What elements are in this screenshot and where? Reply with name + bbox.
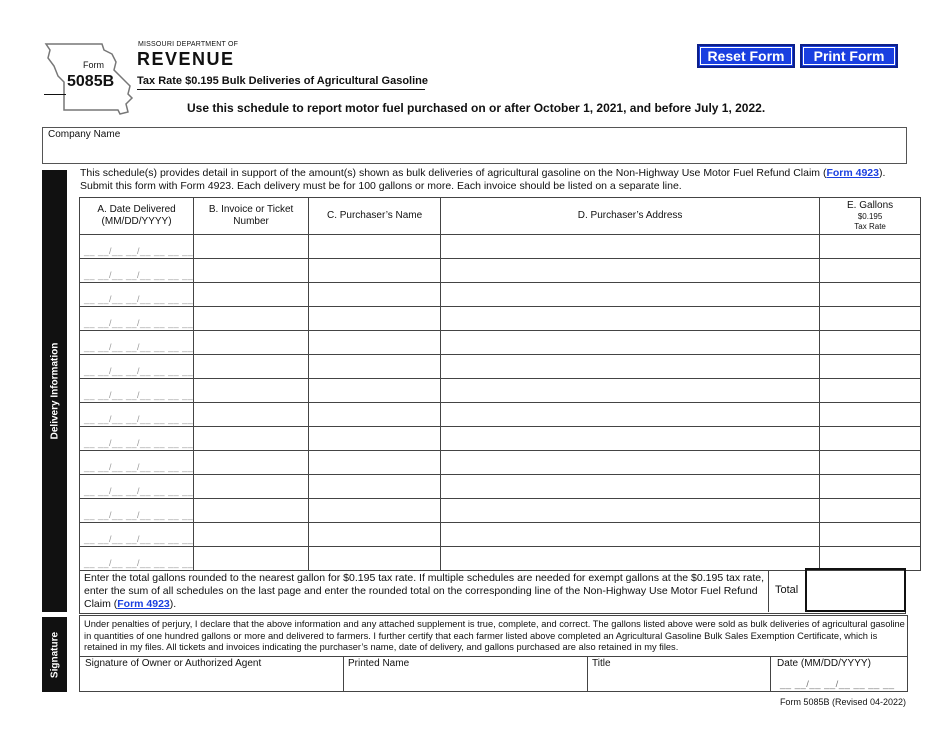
- department-name: MISSOURI DEPARTMENT OF: [138, 41, 239, 48]
- date-placeholder: __ __/__ __/__ __ __ __: [84, 366, 194, 376]
- total-text-start: Enter the total gallons rounded to the nearest gallon for $0.195 tax rate. If multiple schedules are needed for exempt gallons at the $0.195 tax rate, enter the sum of all schedules on the last page and enter the rounded total on the corresponding line of the Non-Highway Use Motor Fuel Refund Claim (: [84, 572, 765, 610]
- gallons-cell[interactable]: [820, 547, 921, 571]
- invoice-number-cell[interactable]: [194, 499, 309, 523]
- date-delivered-cell[interactable]: [80, 499, 194, 523]
- gallons-cell[interactable]: [820, 523, 921, 547]
- gallons-cell[interactable]: [820, 307, 921, 331]
- header-gallons-rate: $0.195: [857, 212, 883, 221]
- date-delivered-cell[interactable]: [80, 355, 194, 379]
- date-placeholder: __ __/__ __/__ __ __ __: [84, 246, 194, 256]
- invoice-number-cell[interactable]: [194, 427, 309, 451]
- intro-paragraph: [80, 167, 910, 193]
- table-row: [80, 379, 921, 403]
- gallons-cell[interactable]: [820, 403, 921, 427]
- form-number: 5085B: [67, 73, 115, 90]
- date-placeholder: __ __/__ __/__ __ __ __: [84, 414, 194, 424]
- date-placeholder: __ __/__ __/__ __ __ __: [84, 342, 194, 352]
- revenue-logo: REVENUE: [137, 49, 235, 69]
- company-name-label: Company Name: [48, 129, 121, 140]
- table-row: [80, 523, 921, 547]
- date-delivered-cell[interactable]: [80, 235, 194, 259]
- gallons-cell[interactable]: [820, 499, 921, 523]
- header-gallons-label: E. Gallons: [847, 200, 894, 211]
- purchaser-name-cell[interactable]: [309, 235, 441, 259]
- table-row: [80, 355, 921, 379]
- gallons-cell[interactable]: [820, 283, 921, 307]
- table-header-row: [80, 198, 921, 235]
- date-delivered-cell[interactable]: [80, 307, 194, 331]
- table-row: [80, 259, 921, 283]
- table-row: [80, 283, 921, 307]
- invoice-number-cell[interactable]: [194, 523, 309, 547]
- date-placeholder: __ __/__ __/__ __ __ __: [84, 318, 194, 328]
- date-placeholder: __ __/__ __/__ __ __ __: [84, 462, 194, 472]
- invoice-number-cell[interactable]: [194, 235, 309, 259]
- gallons-cell[interactable]: [820, 259, 921, 283]
- purchaser-address-cell[interactable]: [441, 427, 820, 451]
- header-purchaser-name: C. Purchaser’s Name: [309, 198, 441, 235]
- purchaser-address-cell[interactable]: [441, 235, 820, 259]
- purchaser-name-cell[interactable]: [309, 355, 441, 379]
- total-form-4923-link[interactable]: Form 4923: [117, 598, 170, 610]
- invoice-number-cell[interactable]: [194, 283, 309, 307]
- gallons-cell[interactable]: [820, 379, 921, 403]
- date-placeholder: __ __/__ __/__ __ __ __: [84, 510, 194, 520]
- purchaser-address-cell[interactable]: [441, 403, 820, 427]
- purchaser-name-cell[interactable]: [309, 403, 441, 427]
- purchaser-address-cell[interactable]: [441, 523, 820, 547]
- intro-text-start: This schedule(s) provides detail in support of the amount(s) shown as bulk deliveries of agricultural gasoline on the Non-Highway Use Motor Fuel Refund Claim (: [80, 167, 827, 179]
- delivery-table: [79, 197, 921, 571]
- gallons-cell[interactable]: [820, 235, 921, 259]
- date-placeholder: __ __/__ __/__ __ __ __: [84, 294, 194, 304]
- gallons-cell[interactable]: [820, 355, 921, 379]
- date-delivered-cell[interactable]: [80, 547, 194, 571]
- table-row: [80, 547, 921, 571]
- table-row: [80, 235, 921, 259]
- signature-section-label: Signature: [49, 631, 60, 678]
- table-row: [80, 427, 921, 451]
- table-row: [80, 403, 921, 427]
- invoice-number-cell[interactable]: [194, 451, 309, 475]
- table-row: [80, 331, 921, 355]
- total-label: Total: [775, 584, 799, 596]
- purchaser-name-cell[interactable]: [309, 379, 441, 403]
- date-delivered-cell[interactable]: [80, 379, 194, 403]
- purchaser-address-cell[interactable]: [441, 259, 820, 283]
- intro-text-end: ). Submit this form with Form 4923. Each delivery must be for 100 gallons or more. Each invoice should be listed on a separate line.: [80, 167, 886, 192]
- table-row: [80, 475, 921, 499]
- date-delivered-cell[interactable]: [80, 523, 194, 547]
- purchaser-address-cell[interactable]: [441, 475, 820, 499]
- purchaser-name-cell[interactable]: [309, 331, 441, 355]
- total-gallons-field[interactable]: [805, 568, 906, 612]
- purchaser-name-cell[interactable]: [309, 427, 441, 451]
- delivery-information-section-bar: [42, 170, 67, 612]
- gallons-cell[interactable]: [820, 475, 921, 499]
- date-delivered-cell[interactable]: [80, 259, 194, 283]
- signature-date-placeholder: __ __/__ __/__ __ __ __: [780, 679, 895, 690]
- gallons-cell[interactable]: [820, 427, 921, 451]
- instruction-text: Use this schedule to report motor fuel purchased on or after October 1, 2021, and before July 1, 2022.: [187, 101, 766, 115]
- gallons-cell[interactable]: [820, 451, 921, 475]
- total-separator: [768, 570, 769, 612]
- signature-section-bar: [42, 617, 67, 692]
- date-placeholder: __ __/__ __/__ __ __ __: [84, 270, 194, 280]
- company-name-input[interactable]: [44, 143, 904, 162]
- invoice-number-cell[interactable]: [194, 403, 309, 427]
- purchaser-name-cell[interactable]: [309, 283, 441, 307]
- form-rule-divider: [44, 94, 66, 95]
- title-field[interactable]: [587, 656, 770, 692]
- print-form-button[interactable]: Print Form: [800, 44, 898, 68]
- date-delivered-cell[interactable]: [80, 283, 194, 307]
- purchaser-address-cell[interactable]: [441, 355, 820, 379]
- gallons-cell[interactable]: [820, 331, 921, 355]
- header-date-delivered: A. Date Delivered (MM/DD/YYYY): [80, 198, 194, 235]
- date-placeholder: __ __/__ __/__ __ __ __: [84, 486, 194, 496]
- signature-date-label: Date (MM/DD/YYYY): [777, 658, 871, 669]
- date-delivered-cell[interactable]: [80, 427, 194, 451]
- purchaser-address-cell[interactable]: [441, 379, 820, 403]
- owner-signature-field[interactable]: [79, 656, 343, 692]
- date-placeholder: __ __/__ __/__ __ __ __: [84, 438, 194, 448]
- date-delivered-cell[interactable]: [80, 475, 194, 499]
- date-placeholder: __ __/__ __/__ __ __ __: [84, 534, 194, 544]
- header-purchaser-address: D. Purchaser’s Address: [441, 198, 820, 235]
- purchaser-name-cell[interactable]: [309, 451, 441, 475]
- total-text-end: ).: [169, 598, 177, 610]
- header-invoice-number: B. Invoice or Ticket Number: [194, 198, 309, 235]
- date-placeholder: __ __/__ __/__ __ __ __: [84, 558, 194, 568]
- total-gallons-input[interactable]: [807, 570, 904, 610]
- invoice-number-cell[interactable]: [194, 475, 309, 499]
- header-gallons: [820, 198, 921, 235]
- date-delivered-cell[interactable]: [80, 451, 194, 475]
- invoice-number-cell[interactable]: [194, 547, 309, 571]
- purchaser-name-cell[interactable]: [309, 523, 441, 547]
- purchaser-name-cell[interactable]: [309, 499, 441, 523]
- form-subtitle: Tax Rate $0.195 Bulk Deliveries of Agricultural Gasoline: [137, 75, 429, 87]
- purchaser-address-cell[interactable]: [441, 283, 820, 307]
- invoice-number-cell[interactable]: [194, 259, 309, 283]
- purchaser-name-cell[interactable]: [309, 307, 441, 331]
- form-word: Form: [83, 60, 104, 70]
- total-instructions: [84, 572, 768, 611]
- printed-name-label: Printed Name: [348, 658, 410, 669]
- invoice-number-cell[interactable]: [194, 379, 309, 403]
- purchaser-address-cell[interactable]: [441, 331, 820, 355]
- printed-name-field[interactable]: [343, 656, 587, 692]
- purchaser-address-cell[interactable]: [441, 307, 820, 331]
- purchaser-address-cell[interactable]: [441, 547, 820, 571]
- date-delivered-cell[interactable]: [80, 403, 194, 427]
- form-revision: Form 5085B (Revised 04-2022): [779, 697, 906, 707]
- table-row: [80, 499, 921, 523]
- table-row: [80, 451, 921, 475]
- invoice-number-cell[interactable]: [194, 355, 309, 379]
- table-row: [80, 307, 921, 331]
- delivery-information-label: Delivery Information: [49, 342, 60, 440]
- perjury-statement: Under penalties of perjury, I declare that the above information and any attached supplement is true, complete, and correct. The gallons listed above were sold as bulk deliveries of agricultural gasoline in quantities of one hundred gallons or more and delivered to farmers. I further certify that each farmer listed above completed an Agricultural Gasoline Bulk Sales Exemption Certificate, which is retained in my files. All tickets and invoices indicating the purchaser’s name, date of delivery, and gallons purchased are also retained in my files.: [84, 619, 905, 652]
- form-4923-link[interactable]: Form 4923: [826, 167, 879, 179]
- date-placeholder: __ __/__ __/__ __ __ __: [84, 390, 194, 400]
- purchaser-address-cell[interactable]: [441, 499, 820, 523]
- purchaser-address-cell[interactable]: [441, 451, 820, 475]
- date-delivered-cell[interactable]: [80, 331, 194, 355]
- title-label: Title: [592, 658, 611, 669]
- subtitle-underline: [137, 89, 425, 90]
- owner-signature-label: Signature of Owner or Authorized Agent: [85, 658, 262, 669]
- reset-form-button[interactable]: Reset Form: [697, 44, 795, 68]
- purchaser-name-cell[interactable]: [309, 259, 441, 283]
- invoice-number-cell[interactable]: [194, 307, 309, 331]
- purchaser-name-cell[interactable]: [309, 547, 441, 571]
- purchaser-name-cell[interactable]: [309, 475, 441, 499]
- invoice-number-cell[interactable]: [194, 331, 309, 355]
- delivery-table-body: [80, 235, 921, 571]
- header-gallons-tax-rate: Tax Rate: [854, 222, 886, 231]
